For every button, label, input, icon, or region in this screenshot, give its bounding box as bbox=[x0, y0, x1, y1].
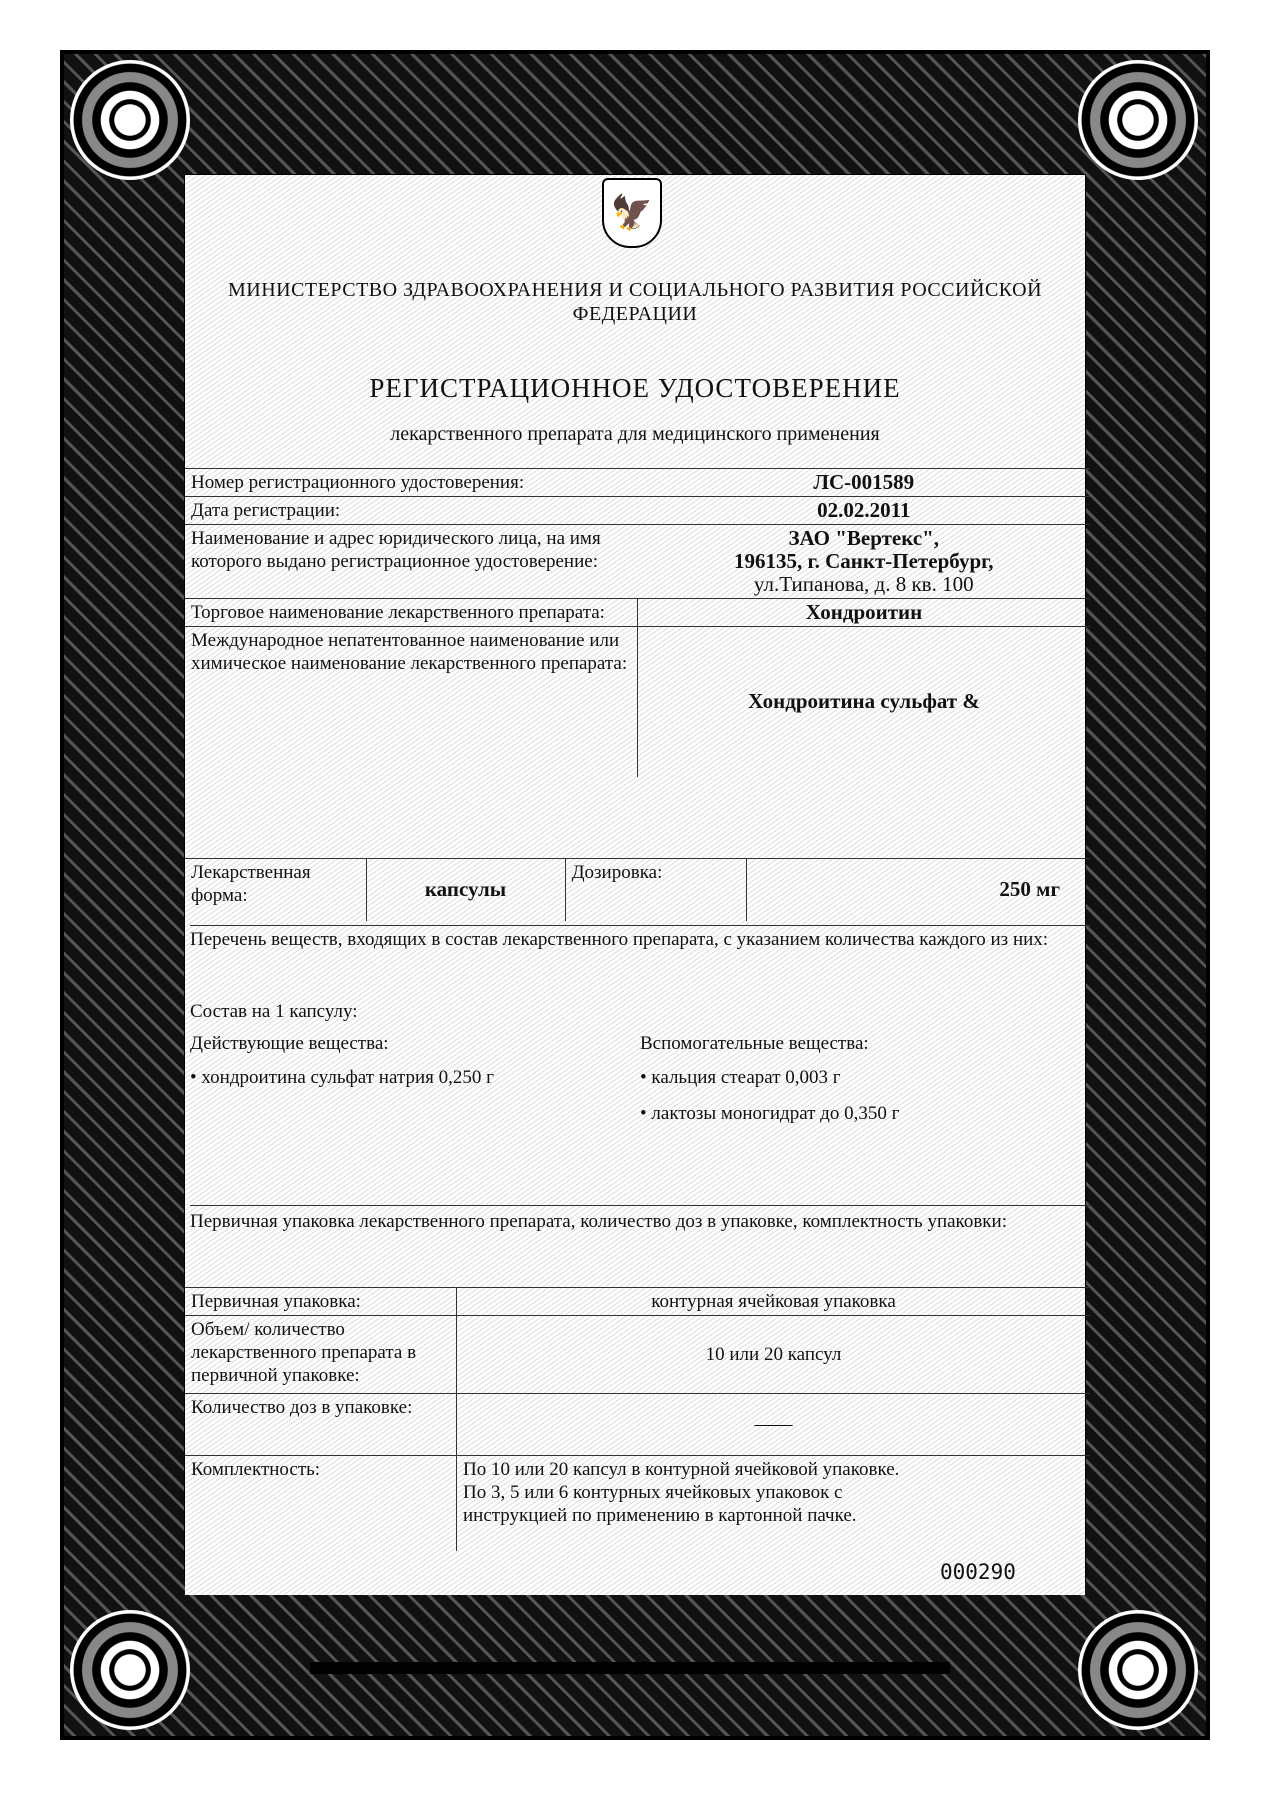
holder-name: ЗАО "Вертекс", bbox=[788, 526, 940, 550]
rosette-ornament-icon bbox=[1078, 60, 1198, 180]
rosette-ornament-icon bbox=[1078, 1610, 1198, 1730]
field-label: Дозировка: bbox=[565, 859, 746, 921]
package-volume: 10 или 20 капсул bbox=[457, 1316, 1091, 1394]
coat-of-arms-icon: 🦅 bbox=[602, 178, 662, 248]
field-label: Наименование и адрес юридического лица, на имя которого выдано регистрационное удостоверение: bbox=[185, 525, 638, 599]
document-subtitle: лекарственного препарата для медицинского применения bbox=[390, 423, 880, 445]
field-label: Первичная упаковка: bbox=[185, 1288, 457, 1316]
field-label: Дата регистрации: bbox=[185, 497, 638, 525]
holder-address: ул.Типанова, д. 8 кв. 100 bbox=[753, 572, 974, 596]
set-line: инструкцией по применению в картонной пачке. bbox=[463, 1505, 857, 1526]
field-label: Комплектность: bbox=[185, 1456, 457, 1551]
packaging-table bbox=[185, 1287, 1090, 1551]
dosage-form: капсулы bbox=[366, 859, 565, 921]
composition-intro: Перечень веществ, входящих в состав лекарственного препарата, с указанием количества каждого из них: bbox=[190, 925, 1090, 952]
printer-fine-print bbox=[310, 1662, 950, 1674]
document-title: РЕГИСТРАЦИОННОЕ УДОСТОВЕРЕНИЕ bbox=[369, 373, 901, 403]
serial-number: 000290 bbox=[940, 1560, 1016, 1584]
inn-name: Хондроитина сульфат & bbox=[638, 627, 1091, 777]
package-set bbox=[457, 1456, 1091, 1551]
rosette-ornament-icon bbox=[70, 60, 190, 180]
ministry-name: МИНИСТЕРСТВО ЗДРАВООХРАНЕНИЯ И СОЦИАЛЬНОГО РАЗВИТИЯ РОССИЙСКОЙ ФЕДЕРАЦИИ bbox=[227, 279, 1043, 325]
table-row bbox=[185, 599, 1090, 627]
holder-address: 196135, г. Санкт-Петербург, bbox=[733, 549, 994, 573]
field-label: Объем/ количество лекарственного препарата в первичной упаковке: bbox=[185, 1316, 457, 1394]
table-row bbox=[185, 1288, 1090, 1316]
table-row bbox=[185, 627, 1090, 777]
list-item: • лактозы моногидрат до 0,350 г bbox=[640, 1103, 900, 1124]
section-label: Действующие вещества: bbox=[190, 1033, 389, 1054]
table-row bbox=[185, 525, 1090, 599]
trade-name: Хондроитин bbox=[638, 599, 1091, 627]
packaging-intro: Первичная упаковка лекарственного препарата, количество доз в упаковке, комплектность упаковки: bbox=[190, 1205, 1090, 1234]
list-item: • кальция стеарат 0,003 г bbox=[640, 1067, 841, 1088]
table-row bbox=[185, 1456, 1090, 1551]
field-label: Торговое наименование лекарственного препарата: bbox=[185, 599, 638, 627]
list-item: • хондроитина сульфат натрия 0,250 г bbox=[190, 1067, 494, 1088]
section-label: Вспомогательные вещества: bbox=[640, 1033, 869, 1054]
form-dosage-table bbox=[185, 858, 1090, 921]
rosette-ornament-icon bbox=[70, 1610, 190, 1730]
doses-count: —— bbox=[457, 1394, 1091, 1456]
table-row bbox=[185, 859, 1090, 921]
table-row bbox=[185, 469, 1090, 497]
primary-packaging: контурная ячейковая упаковка bbox=[457, 1288, 1091, 1316]
composition-per-unit: Состав на 1 капсулу: bbox=[190, 1001, 358, 1022]
table-row bbox=[185, 497, 1090, 525]
registration-number: ЛС-001589 bbox=[638, 469, 1091, 497]
active-substances bbox=[190, 1032, 610, 1090]
dosage-value: 250 мг bbox=[746, 859, 1090, 921]
field-label: Количество доз в упаковке: bbox=[185, 1394, 457, 1456]
set-line: По 3, 5 или 6 контурных ячейковых упаковок с bbox=[463, 1482, 843, 1503]
registration-date: 02.02.2011 bbox=[638, 497, 1091, 525]
table-row bbox=[185, 1316, 1090, 1394]
field-label: Международное непатентованное наименование или химическое наименование лекарственного препарата: bbox=[185, 627, 638, 777]
registration-table bbox=[185, 468, 1090, 777]
field-label: Лекарственная форма: bbox=[185, 859, 366, 921]
excipients bbox=[640, 1032, 1080, 1126]
table-row bbox=[185, 1394, 1090, 1456]
holder-info bbox=[638, 525, 1091, 599]
set-line: По 10 или 20 капсул в контурной ячейковой упаковке. bbox=[463, 1459, 900, 1480]
field-label: Номер регистрационного удостоверения: bbox=[185, 469, 638, 497]
